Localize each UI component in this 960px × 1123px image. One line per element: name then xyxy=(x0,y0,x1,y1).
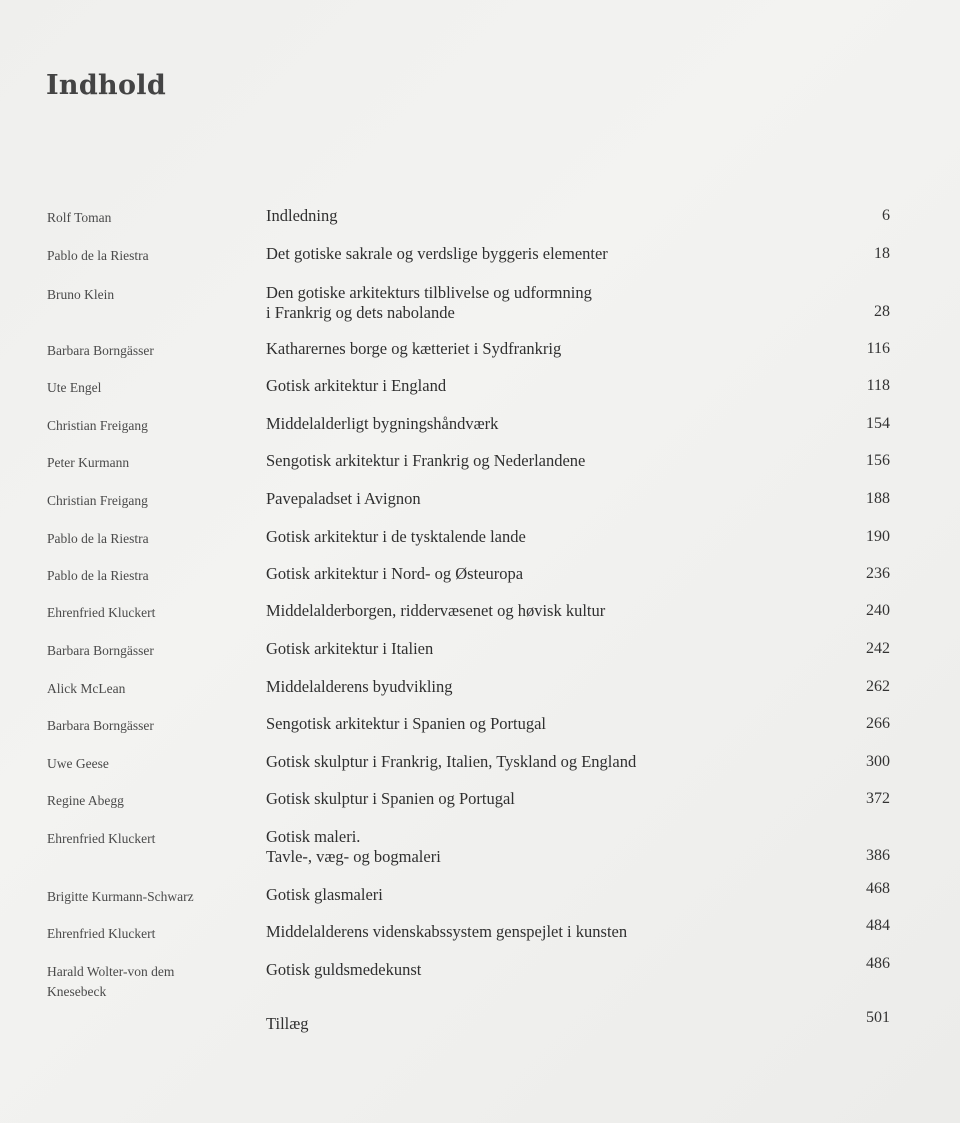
toc-author: Pablo de la Riestra xyxy=(47,248,149,263)
toc-page-number: 501 xyxy=(866,1009,890,1026)
toc-chapter-title: Gotisk arkitektur i England xyxy=(266,376,447,395)
toc-chapter-title: Tillæg xyxy=(266,1014,309,1033)
toc-author: Pablo de la Riestra xyxy=(47,568,149,583)
toc-page-number: 156 xyxy=(866,452,890,469)
toc-chapter-title: Sengotisk arkitektur i Frankrig og Nederlandene xyxy=(266,451,586,470)
toc-author: Christian Freigang xyxy=(47,418,148,433)
toc-page-number: 266 xyxy=(866,715,890,732)
toc-author: Barbara Borngässer xyxy=(47,643,154,658)
toc-chapter-title: Gotisk arkitektur i Nord- og Østeuropa xyxy=(266,564,524,583)
toc-author: Peter Kurmann xyxy=(47,455,130,470)
toc-page-number: 188 xyxy=(866,490,890,507)
toc-page-number: 28 xyxy=(874,303,890,320)
toc-chapter-title: Gotisk guldsmedekunst xyxy=(266,960,422,979)
toc-page-number: 300 xyxy=(866,753,890,770)
toc-page-number: 486 xyxy=(866,955,890,972)
toc-page-number: 190 xyxy=(866,528,890,545)
toc-chapter-title: Gotisk skulptur i Spanien og Portugal xyxy=(266,789,515,808)
toc-chapter-title: Middelalderborgen, riddervæsenet og høvisk kultur xyxy=(266,601,606,620)
toc-chapter-title: Middelalderens videnskabssystem genspejlet i kunsten xyxy=(266,922,628,941)
toc-author: Alick McLean xyxy=(47,681,126,696)
toc-chapter-title: Den gotiske arkitekturs tilblivelse og udformning i Frankrig og dets nabolande xyxy=(266,283,592,322)
toc-chapter-title: Gotisk glasmaleri xyxy=(266,885,383,904)
toc-page-number: 372 xyxy=(866,790,890,807)
toc-page-number: 484 xyxy=(866,917,890,934)
toc-author: Christian Freigang xyxy=(47,493,148,508)
toc-author: Ehrenfried Kluckert xyxy=(47,926,156,941)
toc-page-number: 118 xyxy=(866,377,890,394)
toc-author: Brigitte Kurmann-Schwarz xyxy=(47,889,194,904)
toc-page-number: 242 xyxy=(866,640,890,657)
toc-author: Harald Wolter-von dem Knesebeck xyxy=(47,964,175,999)
toc-chapter-title: Katharernes borge og kætteriet i Sydfrankrig xyxy=(266,339,562,358)
toc-chapter-title: Sengotisk arkitektur i Spanien og Portugal xyxy=(266,714,547,733)
toc-chapter-title: Gotisk maleri. Tavle-, væg- og bogmaleri xyxy=(266,827,441,866)
toc-chapter-title: Middelalderligt bygningshåndværk xyxy=(266,414,499,433)
page-title: Indhold xyxy=(46,70,167,102)
toc-page-number: 240 xyxy=(866,602,890,619)
toc-chapter-title: Indledning xyxy=(266,206,338,225)
toc-author: Ute Engel xyxy=(47,380,102,395)
toc-chapter-title: Middelalderens byudvikling xyxy=(266,677,453,696)
toc-page-number: 236 xyxy=(866,565,890,582)
toc-chapter-title: Pavepaladset i Avignon xyxy=(266,489,421,508)
toc-page-number: 262 xyxy=(866,678,890,695)
toc-author: Bruno Klein xyxy=(47,287,115,302)
toc-author: Barbara Borngässer xyxy=(47,718,154,733)
toc-author: Pablo de la Riestra xyxy=(47,531,149,546)
toc-page-number: 468 xyxy=(866,880,890,897)
toc-chapter-title: Det gotiske sakrale og verdslige byggeris elementer xyxy=(266,244,608,263)
toc-author: Rolf Toman xyxy=(47,210,112,225)
toc-author: Barbara Borngässer xyxy=(47,343,154,358)
toc-page-number: 386 xyxy=(866,847,890,864)
toc-page-number: 154 xyxy=(866,415,890,432)
toc-author: Ehrenfried Kluckert xyxy=(47,831,156,846)
toc-page-number: 18 xyxy=(874,245,890,262)
toc-author: Regine Abegg xyxy=(47,793,124,808)
toc-author: Ehrenfried Kluckert xyxy=(47,605,156,620)
toc-author: Uwe Geese xyxy=(47,756,109,771)
toc-chapter-title: Gotisk arkitektur i de tysktalende lande xyxy=(266,527,526,546)
toc-chapter-title: Gotisk skulptur i Frankrig, Italien, Tyskland og England xyxy=(266,752,637,771)
toc-chapter-title: Gotisk arkitektur i Italien xyxy=(266,639,434,658)
toc-page-number: 116 xyxy=(866,340,890,357)
toc-page-number: 6 xyxy=(882,207,890,224)
